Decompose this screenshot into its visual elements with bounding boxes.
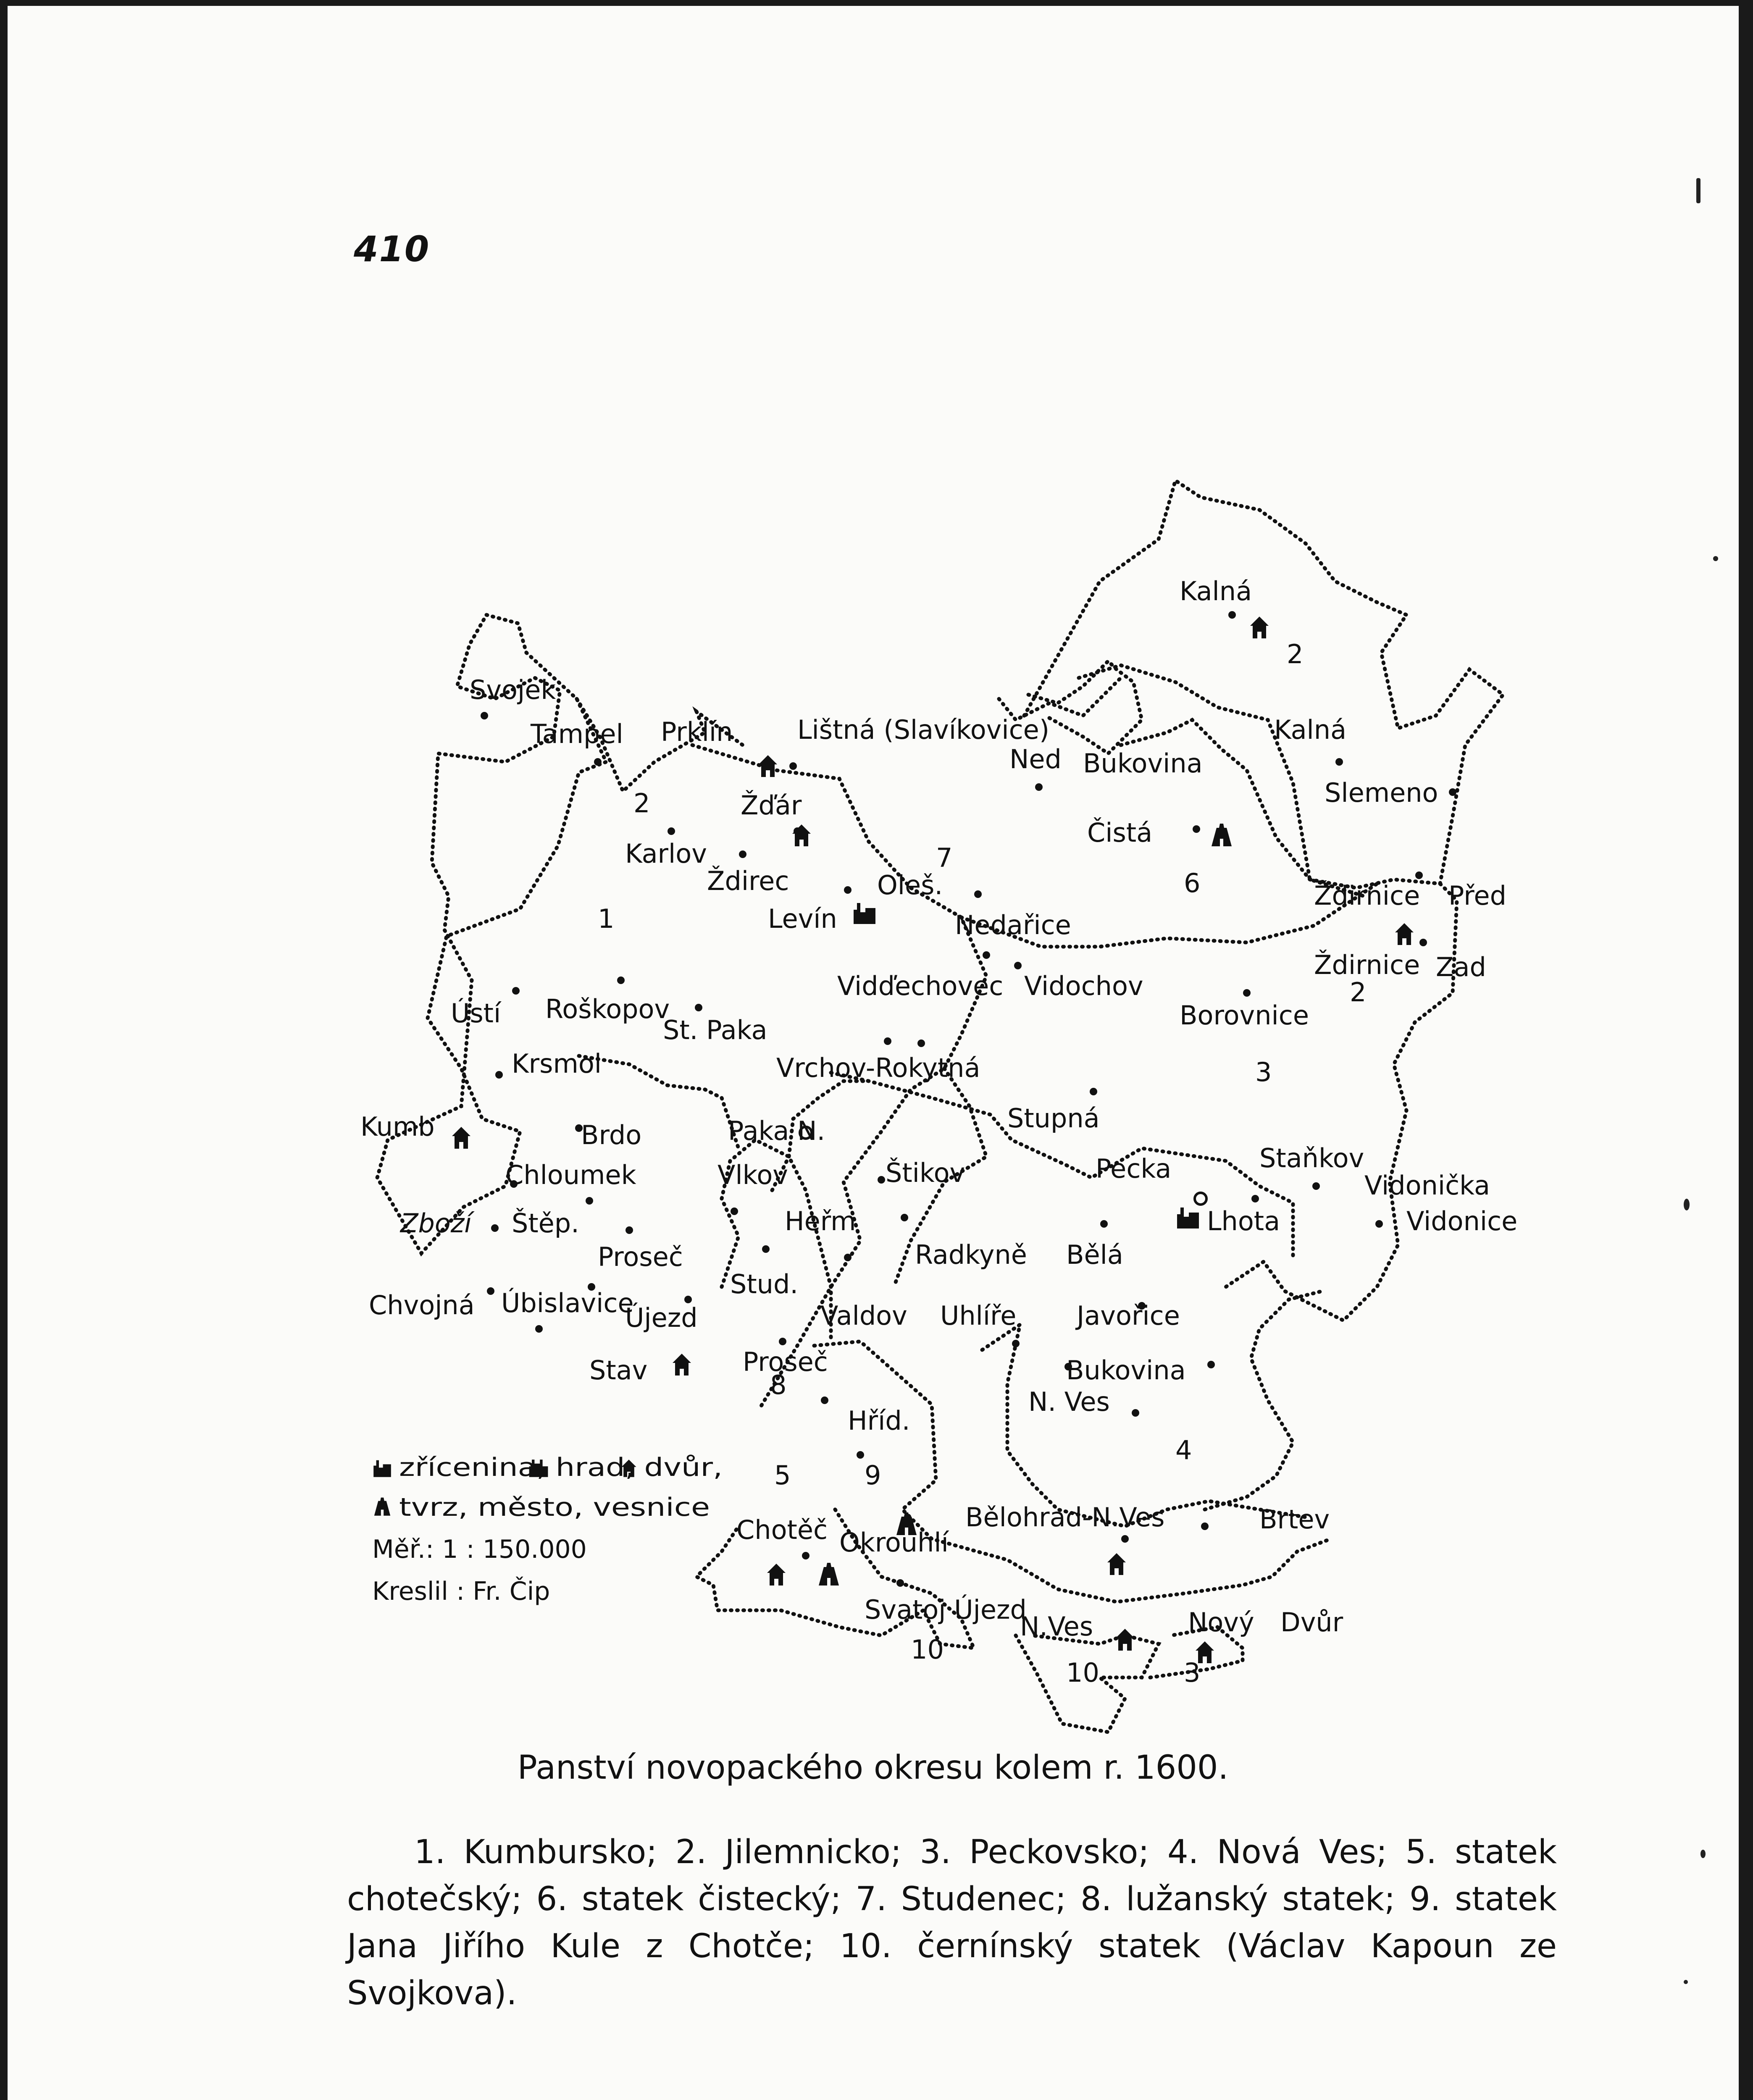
legend-line-1: zřícenina, hrad, dvůr,: [399, 1453, 723, 1482]
place-marker: [884, 1037, 891, 1045]
place-marker: [802, 1552, 809, 1559]
legend-author: Kreslil : Fr. Čip: [372, 1577, 550, 1606]
place-label: Uhlíře: [940, 1300, 1017, 1331]
place-marker: [1177, 1208, 1199, 1228]
place-label: Nový: [1188, 1607, 1254, 1638]
place-marker: [1207, 1361, 1215, 1368]
legend-line-2: tvrz, město, vesnice: [399, 1493, 710, 1522]
region-number: 3: [1184, 1657, 1201, 1688]
place-marker: [878, 1176, 885, 1184]
place-marker: [535, 1325, 543, 1333]
place-label: Chvojná: [369, 1290, 475, 1320]
place-label: Stupná: [1007, 1103, 1100, 1134]
place-marker: [673, 1354, 691, 1376]
place-label: Proseč: [743, 1347, 828, 1377]
place-marker: [1195, 1193, 1206, 1205]
place-label: Svatoj Újezd: [865, 1594, 1027, 1625]
place-label: Ždirec: [707, 866, 789, 896]
place-marker: [767, 1564, 786, 1586]
place-label: Kalná: [1274, 714, 1347, 745]
paper-speck: [1684, 1980, 1688, 1984]
estate-map: [8, 6, 1753, 1770]
place-label: Štěp.: [512, 1208, 579, 1239]
place-label: Stav: [589, 1355, 648, 1386]
place-label: Stud.: [730, 1269, 799, 1299]
place-marker: [854, 903, 875, 924]
place-label: N.Ves: [1020, 1611, 1093, 1642]
paper-speck: [1700, 1850, 1706, 1858]
place-marker: [917, 1040, 925, 1047]
place-label: Kumb: [360, 1111, 435, 1142]
place-label: Brtev: [1259, 1504, 1330, 1535]
place-label: Vidďechovec: [837, 971, 1004, 1001]
place-marker: [1107, 1553, 1126, 1575]
place-marker: [1193, 825, 1200, 833]
place-marker: [1415, 872, 1423, 879]
place-label: Štikov: [886, 1158, 965, 1188]
place-label: Vidonice: [1406, 1206, 1518, 1236]
region-number: 10: [911, 1634, 944, 1665]
place-marker: [789, 762, 797, 770]
place-label: Bukovina: [1083, 748, 1203, 779]
place-label: Úbislavice: [501, 1288, 634, 1318]
place-label: Heřm: [785, 1206, 856, 1236]
place-marker: [695, 1004, 702, 1011]
place-label: Tampel: [531, 719, 623, 749]
place-marker: [481, 712, 488, 719]
page-number: 410: [354, 228, 430, 270]
place-marker: [844, 1254, 852, 1261]
place-label: Bělá: [1066, 1239, 1123, 1270]
place-marker: [1090, 1088, 1097, 1095]
place-marker: [792, 824, 811, 846]
place-marker: [983, 951, 990, 959]
region-number: 10: [1066, 1657, 1099, 1688]
paper-speck: [1713, 556, 1718, 561]
place-label: Borovnice: [1180, 1000, 1309, 1031]
place-marker: [495, 1071, 503, 1079]
place-marker: [819, 1563, 839, 1586]
place-label: Svojek: [470, 675, 556, 705]
place-marker: [857, 1451, 864, 1459]
region-number: 5: [774, 1460, 791, 1491]
place-label: Ždirnice: [1314, 880, 1420, 911]
place-label: Vidonička: [1364, 1170, 1490, 1201]
region-boundary-4: [1079, 665, 1364, 896]
place-marker: [1312, 1182, 1320, 1190]
paper-speck: [1696, 178, 1700, 203]
place-label: Nedařice: [955, 910, 1071, 940]
place-label: Karlov: [625, 838, 707, 869]
place-marker: [491, 1224, 499, 1232]
place-label: Zboží: [400, 1208, 472, 1239]
place-label: Bělohrad-N.Ves: [965, 1502, 1165, 1533]
legend-ruin-icon: [373, 1460, 391, 1477]
place-marker: [901, 1214, 908, 1221]
place-label: Ústí: [451, 998, 501, 1029]
place-label: Roškopov: [545, 994, 670, 1024]
place-marker: [1012, 1340, 1020, 1347]
region-number: 8: [770, 1370, 787, 1400]
place-marker: [1419, 939, 1427, 946]
place-marker: [896, 1579, 904, 1587]
place-label: Okrouhlí: [839, 1527, 949, 1558]
paper-speck: [1684, 1199, 1690, 1210]
map-legend: [372, 1453, 723, 1606]
region-number: 1: [598, 903, 615, 934]
place-label: Levín: [768, 903, 837, 934]
place-label: Pecka: [1096, 1153, 1172, 1184]
region-number: 6: [1184, 868, 1201, 898]
region-number: 7: [936, 843, 953, 873]
place-marker: [1375, 1220, 1383, 1228]
region-number: 2: [1350, 977, 1367, 1008]
place-label: Staňkov: [1259, 1143, 1364, 1173]
place-marker: [779, 1338, 786, 1345]
place-marker: [594, 758, 602, 766]
region-boundary-5: [999, 678, 1121, 720]
place-marker: [1014, 962, 1022, 969]
place-label: Krsmol: [512, 1048, 602, 1079]
place-marker: [1335, 758, 1343, 766]
figure-caption: Panství novopackého okresu kolem r. 1600.: [517, 1749, 1229, 1787]
legend-paragraph: 1. Kumbursko; 2. Jilemnicko; 3. Peckovsko; 4. Nová Ves; 5. statek chotečský; 6. statek čistecký; 7. Studenec; 8. lužanský statek; 9. statek Jana Jiřího Kule z Chotče; 10. černínský statek (Václav Kapoun ze Svojkova).: [347, 1833, 1557, 2012]
place-marker: [1116, 1629, 1134, 1651]
outer-boundary: [377, 615, 606, 1253]
place-label: Zad: [1436, 952, 1486, 982]
place-marker: [1251, 1195, 1259, 1202]
region-boundary-20: [1205, 1291, 1322, 1509]
place-marker: [1121, 1535, 1129, 1543]
region-number: 3: [1255, 1057, 1272, 1087]
place-label: Brdo: [581, 1120, 642, 1150]
place-label: Bukovina: [1066, 1355, 1186, 1386]
place-label: Dvůr: [1280, 1607, 1343, 1638]
place-marker: [1243, 989, 1251, 997]
place-label: Před: [1448, 880, 1506, 911]
place-label: Žďár: [741, 790, 802, 821]
place-label: Kalná: [1180, 576, 1252, 606]
place-label: Ned: [1009, 744, 1062, 774]
place-label: Čistá: [1087, 817, 1153, 848]
place-label: Prklín: [661, 717, 733, 747]
place-label: Oleš.: [877, 870, 943, 900]
place-marker: [586, 1197, 593, 1205]
place-marker: [731, 1208, 738, 1215]
place-label: Ždirnice: [1314, 950, 1420, 980]
place-label: Paka N.: [728, 1116, 825, 1146]
region-number: 2: [633, 788, 650, 819]
place-label: Lištná (Slavíkovice): [797, 714, 1050, 745]
place-marker: [1250, 617, 1269, 638]
place-label: Valdov: [820, 1300, 907, 1331]
place-label: Proseč: [598, 1242, 683, 1272]
place-marker: [487, 1287, 494, 1295]
place-label: Vidochov: [1024, 971, 1143, 1001]
place-marker: [512, 987, 520, 995]
place-marker: [762, 1245, 770, 1253]
place-marker: [1100, 1220, 1108, 1228]
place-marker: [617, 976, 625, 984]
place-label: Chloumek: [505, 1160, 636, 1190]
place-marker: [668, 827, 675, 835]
place-marker: [1449, 788, 1456, 796]
place-label: Vrchov-Rokytná: [776, 1053, 980, 1083]
place-marker: [626, 1226, 633, 1234]
region-number: 2: [1287, 639, 1304, 669]
legend-scale: Měř.: 1 : 150.000: [372, 1535, 587, 1564]
place-marker: [1132, 1409, 1139, 1417]
place-label: Slemeno: [1325, 777, 1438, 808]
place-label: Javořice: [1077, 1300, 1180, 1331]
region-number: 9: [865, 1460, 881, 1491]
place-label: St. Paka: [663, 1015, 767, 1045]
place-marker: [1395, 923, 1414, 945]
place-label: Vlkov: [717, 1160, 788, 1190]
place-label: Chotěč: [736, 1515, 828, 1545]
place-marker: [844, 886, 852, 894]
place-label: Újezd: [625, 1302, 698, 1333]
place-marker: [1201, 1522, 1209, 1530]
place-marker: [739, 850, 746, 858]
region-number: 4: [1175, 1435, 1192, 1465]
place-marker: [821, 1396, 828, 1404]
place-marker: [1228, 611, 1236, 619]
place-label: Radkyně: [915, 1239, 1027, 1270]
legend-fortress-icon: [374, 1498, 390, 1516]
place-label: Hříd.: [848, 1405, 910, 1436]
place-label: N. Ves: [1028, 1386, 1110, 1417]
place-marker: [759, 755, 777, 777]
place-label: Lhota: [1207, 1206, 1280, 1236]
place-marker: [452, 1127, 470, 1149]
place-marker: [1035, 783, 1043, 791]
place-marker: [974, 890, 982, 898]
place-marker: [1212, 824, 1232, 846]
